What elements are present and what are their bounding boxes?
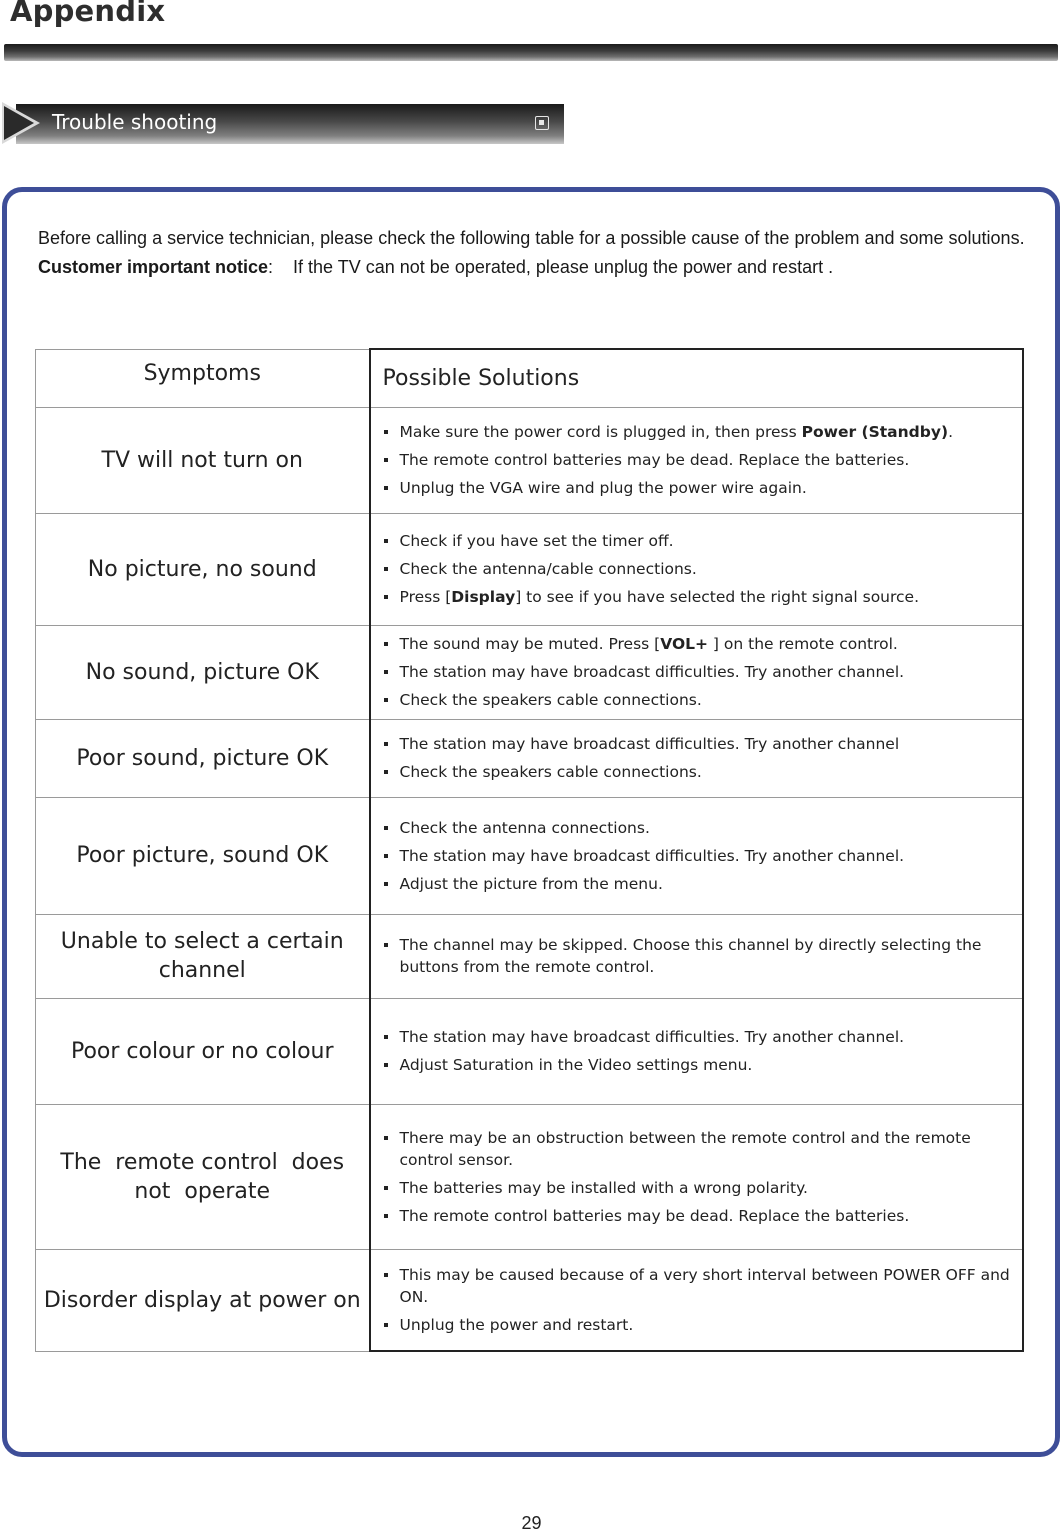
solution-item: [383, 421, 1023, 443]
chevron-right-inner-icon: [4, 106, 34, 140]
solutions-cell: [370, 797, 1024, 914]
solution-item: [383, 817, 1023, 839]
symptom-text: Poor picture, sound OK: [76, 843, 329, 868]
table-row: [36, 625, 1024, 719]
solutions-cell: [370, 513, 1024, 625]
symptom-cell: [36, 998, 370, 1104]
symptom-text: Poor sound, picture OK: [76, 745, 329, 771]
table-row: [36, 719, 1024, 797]
symptom-text: Poor colour or no colour: [70, 1038, 334, 1064]
page-number: 29: [521, 1513, 542, 1533]
solutions-cell: [370, 1104, 1024, 1249]
solution-item: [383, 1177, 1023, 1199]
solutions-list: [371, 817, 1023, 895]
solution-text: Check the antenna/cable connections.: [399, 560, 697, 578]
solutions-list: [371, 1127, 1023, 1227]
solution-text: ] on the remote control.: [708, 635, 898, 653]
solution-text: Check the speakers cable connections.: [399, 691, 702, 709]
symptom-cell: [36, 1249, 370, 1351]
symptom-text: TV will not turn on: [101, 447, 303, 473]
solution-text: Unplug the VGA wire and plug the power wire again.: [399, 479, 807, 497]
solutions-cell: [370, 625, 1024, 719]
symptom-cell: [36, 625, 370, 719]
solution-text: Check the speakers cable connections.: [399, 763, 702, 781]
table-row: [36, 914, 1024, 998]
solution-emphasis: Power (Standby): [801, 423, 949, 441]
table-row: [36, 1249, 1024, 1351]
solutions-cell: [370, 719, 1024, 797]
solutions-list: [371, 1026, 1023, 1076]
notice-text: If the TV can not be operated, please unplug the power and restart .: [293, 257, 834, 277]
solutions-list: [371, 530, 1023, 608]
solution-item: [383, 477, 1023, 499]
symptom-text: No sound, picture OK: [85, 659, 319, 685]
notice-label: Customer important notice: [38, 257, 269, 277]
symptom-cell: [36, 797, 370, 914]
solutions-cell: [370, 914, 1024, 998]
solution-text: .: [948, 423, 953, 441]
solution-item: [383, 1026, 1023, 1048]
symptom-cell: [36, 513, 370, 625]
intro-text: [38, 224, 1038, 282]
symptom-text: No picture, no sound: [87, 556, 317, 582]
solution-item: [383, 1314, 1023, 1336]
symptom-cell: [36, 407, 370, 513]
solution-text: The remote control batteries may be dead. Replace the batteries.: [399, 1206, 910, 1225]
solution-item: [383, 530, 1023, 552]
solution-text: Unplug the power and restart.: [399, 1315, 634, 1334]
symptom-text: Disorder display at power on: [43, 1287, 361, 1313]
solution-item: [383, 449, 1023, 471]
table-row: [36, 797, 1024, 914]
solution-item: [383, 934, 1023, 978]
solutions-list: [371, 633, 1023, 711]
solution-item: [383, 845, 1023, 867]
solution-text: The station may have broadcast difficulties. Try another channel.: [399, 663, 905, 681]
table-row: [36, 407, 1024, 513]
solution-text: The sound may be muted. Press [: [399, 635, 661, 653]
solution-text: ] to see if you have selected the right signal source.: [515, 588, 920, 606]
solution-text: The remote control batteries may be dead. Replace the batteries.: [399, 451, 910, 469]
title-rule: [4, 44, 1058, 61]
solution-item: [383, 558, 1023, 580]
solution-item: [383, 1205, 1023, 1227]
solution-item: [383, 761, 1023, 783]
troubleshooting-table: [35, 348, 1024, 1352]
solutions-cell: [370, 407, 1024, 513]
header-symptoms: Symptoms: [36, 349, 370, 407]
solutions-list: [371, 421, 1023, 499]
solution-item: [383, 1054, 1023, 1076]
table-row: [36, 513, 1024, 625]
solution-item: [383, 689, 1023, 711]
solution-emphasis: Display: [451, 588, 516, 606]
solution-text: The batteries may be installed with a wrong polarity.: [399, 1178, 808, 1197]
solutions-cell: [370, 1249, 1024, 1351]
solutions-list: [371, 934, 1023, 978]
solution-text: Adjust Saturation in the Video settings menu.: [399, 1056, 753, 1074]
solution-item: [383, 1264, 1023, 1308]
solution-item: [383, 733, 1023, 755]
symptom-cell: [36, 719, 370, 797]
table-header-row: [36, 349, 1024, 407]
square-button-icon: [535, 116, 549, 130]
symptom-text: Unable to select a certain channel: [60, 929, 351, 983]
solution-item: [383, 586, 1023, 608]
solution-text: This may be caused because of a very short interval between POWER OFF and ON.: [399, 1265, 1010, 1306]
solutions-cell: [370, 998, 1024, 1104]
symptom-text: The remote control does not operate: [60, 1149, 352, 1204]
symptom-cell: [36, 1104, 370, 1249]
header-solutions: Possible Solutions: [370, 349, 1024, 407]
solution-text: Adjust the picture from the menu.: [399, 874, 663, 893]
solutions-list: [371, 733, 1023, 783]
solution-text: There may be an obstruction between the remote control and the remote control sensor.: [399, 1128, 971, 1169]
intro-paragraph: Before calling a service technician, please check the following table for a possible cause of the problem and some solutions.: [38, 228, 1025, 248]
solution-text: Make sure the power cord is plugged in, then press: [399, 423, 802, 441]
solution-text: The channel may be skipped. Choose this channel by directly selecting the buttons from the remote control.: [399, 936, 982, 976]
symptom-cell: [36, 914, 370, 998]
table-row: [36, 998, 1024, 1104]
solution-item: [383, 873, 1023, 895]
solution-text: The station may have broadcast difficulties. Try another channel.: [399, 846, 905, 865]
solution-item: [383, 661, 1023, 683]
solution-item: [383, 1127, 1023, 1171]
solution-text: The station may have broadcast difficulties. Try another channel: [399, 735, 900, 753]
notice-separator: :: [268, 257, 274, 277]
table-row: [36, 1104, 1024, 1249]
solution-item: [383, 633, 1023, 655]
solution-text: Check if you have set the timer off.: [399, 532, 674, 550]
notice-line: [38, 253, 1038, 282]
solution-text: Check the antenna connections.: [399, 818, 650, 837]
section-title: Trouble shooting: [52, 110, 218, 134]
solutions-list: [371, 1264, 1023, 1336]
page-title: Appendix: [10, 0, 166, 28]
solution-text: Press [: [399, 588, 452, 606]
solution-emphasis: VOL+: [660, 635, 708, 653]
solution-text: The station may have broadcast difficulties. Try another channel.: [399, 1028, 905, 1046]
